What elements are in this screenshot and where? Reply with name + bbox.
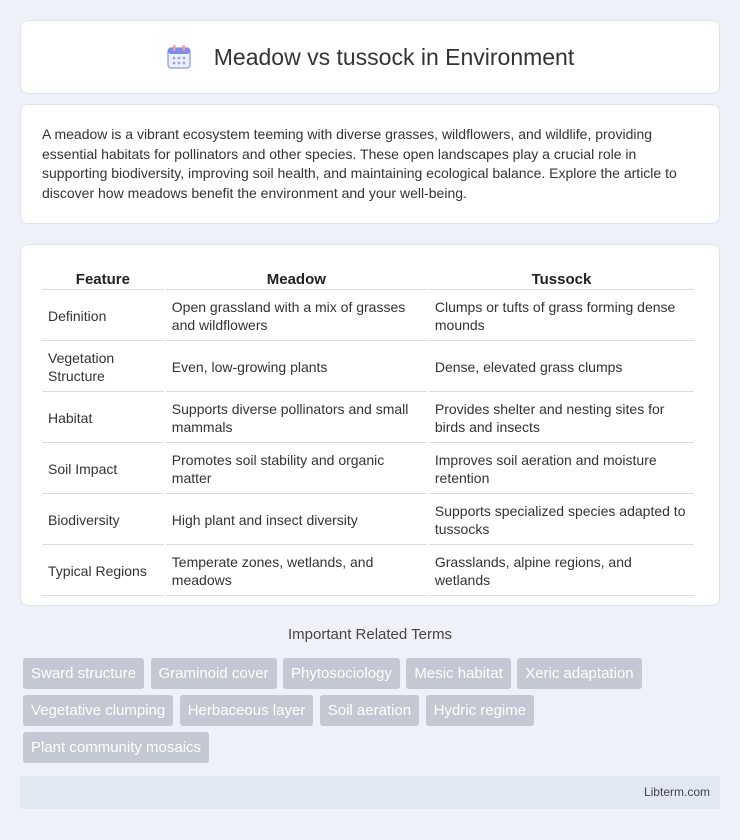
related-terms-title: Important Related Terms — [288, 626, 452, 643]
table-cell: Clumps or tufts of grass forming dense mounds — [429, 292, 694, 341]
table-cell: Provides shelter and nesting sites for birds and insects — [429, 394, 694, 443]
term-tag[interactable]: Graminoid cover — [151, 658, 277, 689]
intro-paragraph: A meadow is a vibrant ecosystem teeming with diverse grasses, wildflowers, and wildlife, providing essential habitats for pollinators and other species. These open landscapes play a crucial role in supporting biodiversity, improving soil health, and maintaining ecological balance. Explore the article to discover how meadows benefit the environment and your well-being. — [42, 126, 677, 201]
column-header: Tussock — [429, 267, 694, 290]
table-cell: Improves soil aeration and moisture retention — [429, 445, 694, 494]
term-tag[interactable]: Soil aeration — [320, 695, 419, 726]
table-cell: Supports diverse pollinators and small mammals — [166, 394, 427, 443]
table-cell: Habitat — [42, 394, 164, 443]
table-cell: Soil Impact — [42, 445, 164, 494]
table-cell: Definition — [42, 292, 164, 341]
footer-site-link[interactable]: Libterm.com — [643, 785, 710, 799]
term-tag[interactable]: Herbaceous layer — [180, 695, 314, 726]
term-tag[interactable]: Xeric adaptation — [517, 658, 641, 689]
term-tag[interactable]: Hydric regime — [426, 695, 535, 726]
table-cell: Dense, elevated grass clumps — [429, 343, 694, 392]
intro-card — [20, 104, 720, 224]
related-terms-list — [23, 658, 703, 769]
table-cell: High plant and insect diversity — [166, 496, 427, 545]
term-tag[interactable]: Sward structure — [23, 658, 144, 689]
term-tag[interactable]: Vegetative clumping — [23, 695, 173, 726]
calendar-icon — [166, 44, 192, 70]
term-tag[interactable]: Plant community mosaics — [23, 732, 209, 763]
table-cell: Even, low-growing plants — [166, 343, 427, 392]
table-row — [42, 292, 694, 341]
table-row — [42, 547, 694, 596]
table-cell: Grasslands, alpine regions, and wetlands — [429, 547, 694, 596]
table-cell: Vegetation Structure — [42, 343, 164, 392]
table-cell: Supports specialized species adapted to tussocks — [429, 496, 694, 545]
table-cell: Typical Regions — [42, 547, 164, 596]
page-title: Meadow vs tussock in Environment — [213, 43, 575, 70]
column-header: Meadow — [166, 267, 427, 290]
comparison-table — [40, 265, 696, 598]
table-cell: Biodiversity — [42, 496, 164, 545]
table-cell: Open grassland with a mix of grasses and wildflowers — [166, 292, 427, 341]
table-row — [42, 445, 694, 494]
term-tag[interactable]: Phytosociology — [283, 658, 400, 689]
table-cell: Temperate zones, wetlands, and meadows — [166, 547, 427, 596]
table-header-row — [42, 267, 694, 290]
term-tag[interactable]: Mesic habitat — [406, 658, 510, 689]
table-row — [42, 343, 694, 392]
footer — [20, 776, 720, 809]
table-row — [42, 394, 694, 443]
column-header: Feature — [42, 267, 164, 290]
header-card — [20, 20, 720, 94]
table-cell: Promotes soil stability and organic matter — [166, 445, 427, 494]
table-row — [42, 496, 694, 545]
comparison-table-card — [20, 244, 720, 606]
